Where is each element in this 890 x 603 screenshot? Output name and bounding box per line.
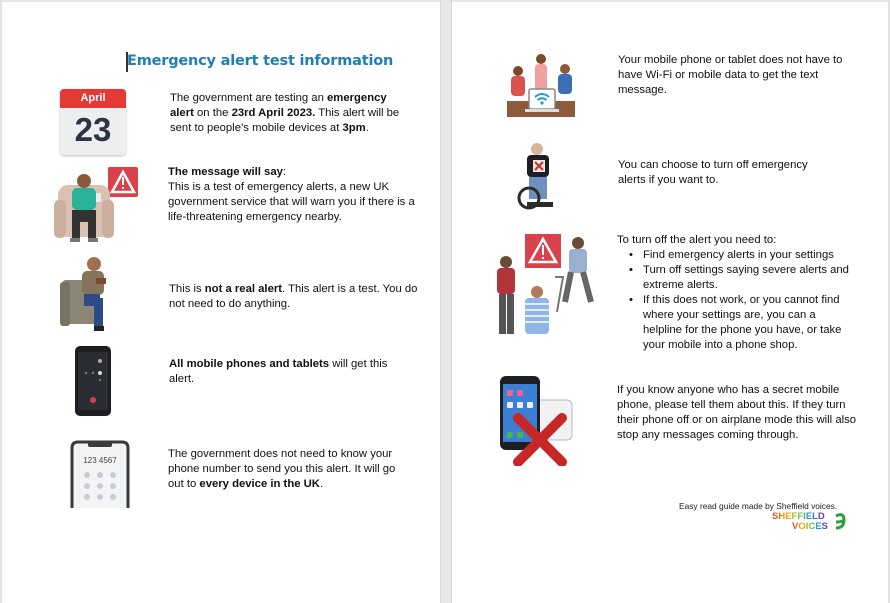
bold-text-run: not a real alert xyxy=(204,283,283,295)
text-run: This is xyxy=(169,283,205,295)
calendar-day: 23 xyxy=(74,111,112,148)
text-run: This alert will be sent to people’s mobile devices at xyxy=(170,107,400,134)
how-to-intro: To turn off the alert you need to: xyxy=(617,234,777,246)
section-all-devices xyxy=(169,357,409,387)
section-how-to-turn-off xyxy=(617,233,857,353)
page-title: Emergency alert test information xyxy=(127,53,394,69)
text-run: will get this alert. xyxy=(169,358,388,385)
message-heading-colon: : xyxy=(282,166,287,178)
calendar-month: April xyxy=(60,89,126,108)
bold-text-run: every device in the UK xyxy=(199,478,320,490)
section-phone-number xyxy=(168,447,408,492)
bold-text-run: 3pm xyxy=(342,122,366,134)
text-run: . This alert is a test. You do not need to do anything. xyxy=(169,283,418,310)
section-turn-off-choice: You can choose to turn off emergency alerts if you want to. xyxy=(618,159,808,186)
section-message xyxy=(168,165,418,225)
section-secret-phone: If you know anyone who has a secret mobile phone, please tell them about this. If they turn their phone off or on airplane mode this will also stop any messages coming through. xyxy=(617,384,857,441)
section-not-real xyxy=(169,282,419,312)
bold-text-run: emergency alert xyxy=(170,92,387,119)
text-run: on the xyxy=(193,107,232,119)
people-phones-warning-icon xyxy=(493,232,601,340)
text-run: . xyxy=(319,478,324,490)
logo-line2: VOICES xyxy=(792,521,828,532)
message-heading: The message will say xyxy=(168,166,283,178)
bold-text-run: All mobile phones and tablets xyxy=(169,358,330,370)
person-wheelchair-cross-icon xyxy=(515,140,565,212)
mobile-phone-icon xyxy=(74,345,114,417)
section-no-wifi: Your mobile phone or tablet does not have to have Wi-Fi or mobile data to get the text message. xyxy=(618,54,843,96)
phone-crossed-out-icon xyxy=(494,374,576,466)
step-item: • If this does not work, or you cannot find where your settings are, you can a helpline for the phone you have, or take your mobile into a phone shop. xyxy=(643,293,857,353)
calendar-icon xyxy=(60,89,126,155)
sheffield-voices-logo xyxy=(770,510,850,532)
step-item: • Turn off settings saying severe alerts and extreme alerts. xyxy=(643,263,857,293)
message-body: This is a test of emergency alerts, a new UK government service that will warn you if there is a life-threatening emergency nearby. xyxy=(168,181,415,223)
text-run: The government does not need to know your phone number to send you this alert. It will go out to xyxy=(168,448,396,490)
text-run: . xyxy=(365,122,369,134)
person-reading-phone-icon xyxy=(60,254,130,334)
wifi-people-icon xyxy=(505,53,577,121)
bold-text-run: 23rd April 2023. xyxy=(231,107,316,119)
phone-dialpad-icon xyxy=(70,440,132,508)
person-armchair-warning-icon xyxy=(52,165,142,245)
dial-number: 123 4567 xyxy=(83,456,117,465)
page-gutter xyxy=(440,0,452,603)
text-run: The government are testing an xyxy=(170,92,327,104)
logo-line1: SHEFFIELD xyxy=(772,511,825,522)
credit-text: Easy read guide made by Sheffield voices. xyxy=(679,501,838,511)
how-to-steps xyxy=(617,248,857,353)
step-item: • Find emergency alerts in your settings xyxy=(643,248,857,263)
section-test-date xyxy=(170,91,405,136)
